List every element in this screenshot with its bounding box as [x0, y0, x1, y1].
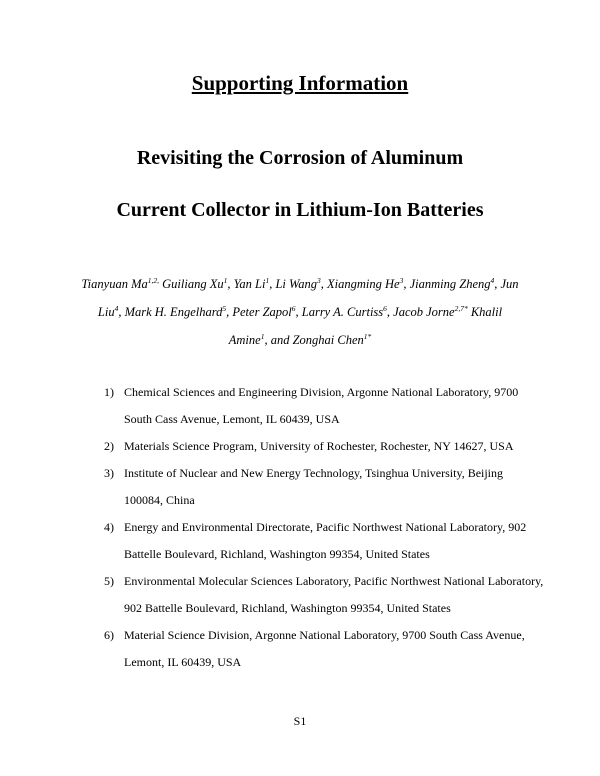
author-separator: ,	[227, 277, 234, 291]
author	[327, 277, 410, 291]
author-separator: , and	[264, 333, 293, 347]
affiliation-number: 2)	[104, 439, 114, 453]
author	[410, 277, 501, 291]
author-affiliation-mark: 3	[399, 276, 404, 285]
author-separator: ,	[320, 277, 328, 291]
affiliation-item	[104, 433, 544, 460]
author	[234, 277, 276, 291]
affiliation-item	[104, 379, 544, 433]
author-name: Larry A. Curtiss	[301, 305, 384, 319]
author-affiliation-mark: 5	[222, 304, 227, 313]
author-name: Xiangming He	[327, 277, 400, 291]
author-name: Peter Zapol	[232, 305, 292, 319]
author-name: Yan Li	[233, 277, 266, 291]
paper-title-line-2: Current Collector in Lithium-Ion Batteries	[116, 199, 484, 221]
affiliation-list	[104, 379, 544, 676]
author	[232, 305, 301, 319]
author-affiliation-mark: 1,2,	[147, 276, 159, 285]
affiliation-number: 1)	[104, 385, 114, 399]
author-affiliation-mark: 1	[260, 332, 265, 341]
author	[393, 305, 471, 319]
author	[302, 305, 393, 319]
author-list	[80, 270, 520, 354]
author-affiliation-mark: 4	[114, 304, 119, 313]
paper-title-line-1: Revisiting the Corrosion of Aluminum	[136, 147, 464, 169]
author-name: Tianyuan Ma	[81, 277, 148, 291]
author-separator: ,	[226, 305, 233, 319]
author	[293, 333, 372, 347]
author-name: Zonghai Chen	[292, 333, 364, 347]
author-name: Guiliang Xu	[162, 277, 224, 291]
supporting-information-heading: Supporting Information	[191, 71, 409, 95]
author	[162, 277, 233, 291]
affiliation-text: Chemical Sciences and Engineering Division, Argonne National Laboratory, 9700 South Cass Avenue, Lemont, IL 60439, USA	[124, 385, 519, 426]
author-name: Jacob Jorne	[393, 305, 455, 319]
author-separator: ,	[403, 277, 410, 291]
author	[81, 277, 162, 291]
author-separator: ,	[118, 305, 125, 319]
affiliation-number: 6)	[104, 628, 114, 642]
affiliation-item	[104, 568, 544, 622]
author-name: Li Wang	[275, 277, 318, 291]
affiliation-item	[104, 622, 544, 676]
author	[125, 305, 233, 319]
author-affiliation-mark: 6	[383, 304, 387, 313]
author-affiliation-mark: 3	[317, 276, 321, 285]
affiliation-text: Institute of Nuclear and New Energy Technology, Tsinghua University, Beijing 100084, China	[124, 466, 504, 507]
author-affiliation-mark: 6	[291, 304, 296, 313]
affiliation-item	[104, 514, 544, 568]
affiliation-text: Energy and Environmental Directorate, Pacific Northwest National Laboratory, 902 Battelle Boulevard, Richland, Washington 99354, United States	[124, 520, 527, 561]
author-separator: ,	[269, 277, 276, 291]
author-name: Jianming Zheng	[409, 277, 491, 291]
page-number: S1	[293, 714, 307, 728]
author-name: Jun Liu	[97, 277, 519, 319]
author-affiliation-mark: 1	[223, 276, 228, 285]
author-separator: ,	[386, 305, 394, 319]
author-affiliation-mark: 1*	[363, 332, 372, 341]
author-separator: ,	[494, 277, 501, 291]
affiliation-text: Material Science Division, Argonne National Laboratory, 9700 South Cass Avenue, Lemont, IL 60439, USA	[124, 628, 525, 669]
author-affiliation-mark: 2,7*	[454, 304, 468, 313]
author-separator: ,	[295, 305, 302, 319]
author-name: Mark H. Engelhard	[124, 305, 223, 319]
affiliation-item	[104, 460, 544, 514]
author	[275, 277, 327, 291]
author-affiliation-mark: 1	[265, 276, 270, 285]
author-affiliation-mark: 4	[490, 276, 495, 285]
affiliation-text: Environmental Molecular Sciences Laboratory, Pacific Northwest National Laboratory, 902 Battelle Boulevard, Richland, Washington 99354, United States	[124, 574, 544, 615]
affiliation-number: 3)	[104, 466, 114, 480]
affiliation-number: 5)	[104, 574, 114, 588]
affiliation-text: Materials Science Program, University of Rochester, Rochester, NY 14627, USA	[124, 439, 514, 453]
author-name: Khalil Amine	[228, 305, 503, 347]
affiliation-number: 4)	[104, 520, 114, 534]
